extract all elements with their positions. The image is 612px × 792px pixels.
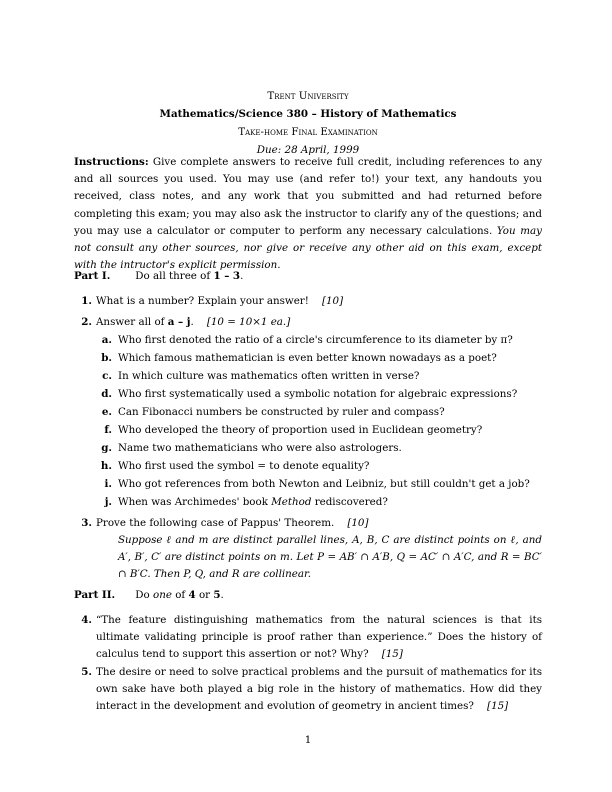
part-2-title: Part II. [74, 589, 116, 601]
exam-header [74, 87, 542, 159]
question-text: The desire or need to solve practical problems and the pursuit of mathematics for its own sake have both played a big role in the history of mathematics. How did they interact in the development and evolution of geometry in ancient times? [15] [96, 666, 542, 712]
course-title: Mathematics/Science 380 – History of Mathematics [159, 108, 457, 120]
part-2-directive: Do one of 4 or 5. [135, 589, 224, 601]
question-text: What is a number? Explain your answer! [10] [96, 295, 344, 307]
question-number: 4. [81, 614, 92, 626]
instructions-paragraph [74, 154, 542, 274]
page-number: 1 [304, 734, 312, 746]
part-1-directive: Do all three of 1 – 3. [135, 270, 244, 282]
question-number: 2. [81, 316, 92, 328]
question-marks: [10 = 10×1 ea.] [206, 316, 291, 328]
question-number: 5. [81, 666, 92, 678]
part-2-heading [74, 587, 542, 604]
question-marks: [10] [321, 295, 344, 307]
question-text: Answer all of a – j. [10 = 10×1 ea.] [96, 316, 291, 328]
exam-title: Take-home Final Examination [238, 126, 378, 138]
part-1-heading [74, 268, 542, 285]
question-marks: [10] [347, 517, 369, 529]
instructions-label: Instructions: [74, 156, 149, 168]
question-number: 1. [81, 295, 92, 307]
question-text: Prove the following case of Pappus' Theorem. [10] [96, 517, 369, 529]
instructions-restriction: You may not consult any other sources, nor give or receive any other aid on this exam, except with the intructor's explicit permission. [74, 224, 542, 272]
instructions-text: Give complete answers to receive full credit, including references to any and all sources you used. You may use (and refer to!) your text, any handouts you received, class notes, and any work that you submitted and had returned before completing this exam; you may also ask the instructor to clarify any of the questions; and you may use a calculator or computer to perform any necessary calculations. [74, 156, 543, 237]
exam-page: Trent University Mathematics/Science 380 – History of Mathematics Take-home Final Examination Due: 28 April, 1999 Instructions: Give complete answers to receive full credit, including references to any and all sources you used. You may use (and refer to!) your text, any handouts you received, class notes, and any work that you submitted and had returned before completing this exam; you may also ask the instructor to clarify any of the questions; and you may use a calculator or computer to perform any necessary calculations. You may not consult any other sources, nor give or receive any other aid on this exam, except with the intructor's explicit permission. Part I. Do all three of 1 – 3. 1. What is a number? Explain your answer! [10] 2. Answer all of a – j. [10 = 10×1 ea.] a. Who first denoted the ratio of a circle's circumference to its diameter by π? b. Which famous mathematician is even better known nowadays as a poet? c. In which culture was mathematics often written in verse? d. Who first systematically used a symbolic notation for algebraic expressions? e. Can Fibonacci numbers be constructed by ruler and compass? f. Who developed the theory of proportion used in Euclidean geometry? g. Name two mathematicians who were also astrologers. h. Who first used the symbol = to denote equality? i. Who got references from both Newton and Leibniz, but still couldn't get a job? j. When was Archimedes' book Method rediscovered? 3. Prove the following case of Pappus' Theorem. [10] Suppose ℓ and m are distinct parallel lines, A, B, C are distinct points on ℓ, and A′, B′, C′ are distinct points on m. Let P = AB′ ∩ A′B, Q = AC′ ∩ A′C, and R = BC′ ∩ B′C. Then P, Q, and R are collinear. Part II. Do one of 4 or 5. 4. “The feature distinguishing mathematics from the natural sciences is that its ultimate validating principle is proof rather than experience.” Does the history of calculus tend to support this assertion or not? Why? [15] 5. The desire or need to solve practical problems and the pursuit of mathematics for its own sake have both played a big role in the history of mathematics. How did they interact in the development and evolution of geometry in ancient times? [15] 1 [74, 0, 542, 792]
university-name: Trent University [267, 90, 349, 102]
question-marks: [15] [487, 700, 509, 712]
due-date: Due: 28 April, 1999 [256, 144, 360, 156]
question-marks: [15] [381, 648, 403, 660]
question-text: “The feature distinguishing mathematics from the natural sciences is that its ultimate validating principle is proof rather than experience.” Does the history of calculus tend to support this assertion or not? Why? [15] [96, 614, 542, 660]
pappus-statement: Suppose ℓ and m are distinct parallel lines, A, B, C are distinct points on ℓ, and A′, B′, C′ are distinct points on m. Let P = AB′ ∩ A′B, Q = AC′ ∩ A′C, and R = BC′ ∩ B′C. Then P, Q, and R are collinear. [118, 534, 542, 581]
question-number: 3. [81, 517, 92, 529]
part-1-title: Part I. [74, 270, 111, 282]
